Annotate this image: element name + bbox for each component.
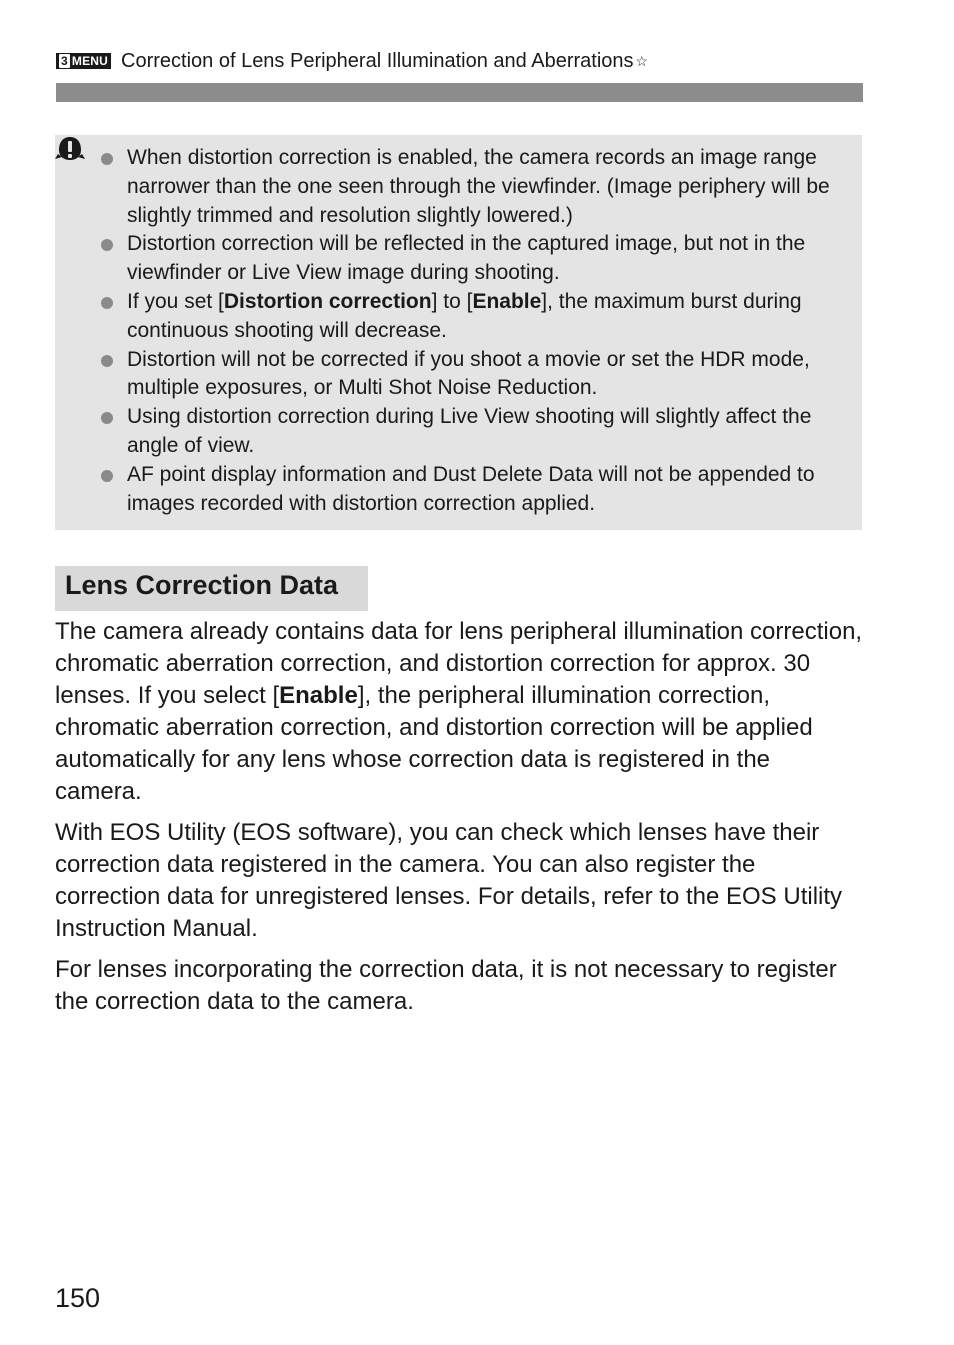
section-body: [55, 616, 863, 1027]
caution-item-text: When distortion correction is enabled, the camera records an image range narrower than the one seen through the viewfinder. (Image periphery will be slightly trimmed and resolution slightly lowered.): [127, 146, 830, 227]
caution-item: [97, 346, 852, 404]
caution-item-text: Distortion correction will be reflected in the captured image, but not in the viewfinder or Live View image during shooting.: [127, 232, 806, 285]
page-header: [56, 46, 863, 76]
body-paragraph: [55, 616, 863, 808]
paragraph-text-pre: The camera already contains data for lens peripheral illumination correction, chromatic aberration correction, and distortion correction for approx. 30 lenses. If you select [: [55, 618, 863, 709]
bullet-icon: [101, 239, 113, 251]
caution-item: [97, 461, 852, 519]
caution-item-text-pre: If you set [: [127, 289, 224, 313]
paragraph-text-post: ], the peripheral illumination correction, chromatic aberration correction, and distortion correction will be applied automatically for any lens whose correction data is registered in the camera.: [55, 682, 813, 805]
bullet-icon: [101, 470, 113, 482]
menu-tab-number: 3: [61, 54, 68, 68]
caution-item-text: Using distortion correction during Live View shooting will slightly affect the angle of view.: [127, 405, 812, 457]
caution-item-text: Distortion will not be corrected if you shoot a movie or set the HDR mode, multiple exposures, or Multi Shot Noise Reduction.: [127, 347, 810, 400]
caution-item-text-post: ], the maximum burst during continuous shooting will decrease.: [127, 289, 802, 342]
caution-item-text-mid: ] to [: [431, 289, 473, 313]
enable-setting: Enable: [472, 289, 542, 313]
bullet-icon: [101, 355, 113, 367]
distortion-correction-setting: Distortion correction: [223, 289, 432, 313]
menu-tab-label: MENU: [71, 54, 109, 68]
caution-item: [97, 288, 852, 346]
section-heading: Lens Correction Data: [55, 566, 368, 611]
bullet-icon: [101, 297, 113, 309]
enable-setting: Enable: [279, 682, 358, 709]
star-icon: ☆: [635, 52, 649, 69]
page-number: 150: [55, 1283, 101, 1313]
body-paragraph: For lenses incorporating the correction data, it is not necessary to register the correction data to the camera.: [55, 956, 837, 1015]
caution-item: [97, 230, 852, 288]
caution-item-text: AF point display information and Dust Delete Data will not be appended to images recorded with distortion correction applied.: [127, 462, 815, 515]
menu-tab-badge: [56, 53, 111, 69]
caution-box: [55, 135, 862, 530]
bullet-icon: [101, 412, 113, 424]
bullet-icon: [101, 153, 113, 165]
caution-icon: [55, 135, 85, 165]
caution-list: [97, 144, 852, 518]
caution-item: [97, 403, 852, 461]
header-title: Correction of Lens Peripheral Illumination and Aberrations: [121, 50, 634, 72]
header-divider-bar: [56, 83, 863, 102]
caution-item: [97, 144, 852, 230]
body-paragraph: With EOS Utility (EOS software), you can check which lenses have their correction data registered in the camera. You can also register the correction data for unregistered lenses. For details, refer to the EOS Utility Instruction Manual.: [55, 819, 843, 942]
